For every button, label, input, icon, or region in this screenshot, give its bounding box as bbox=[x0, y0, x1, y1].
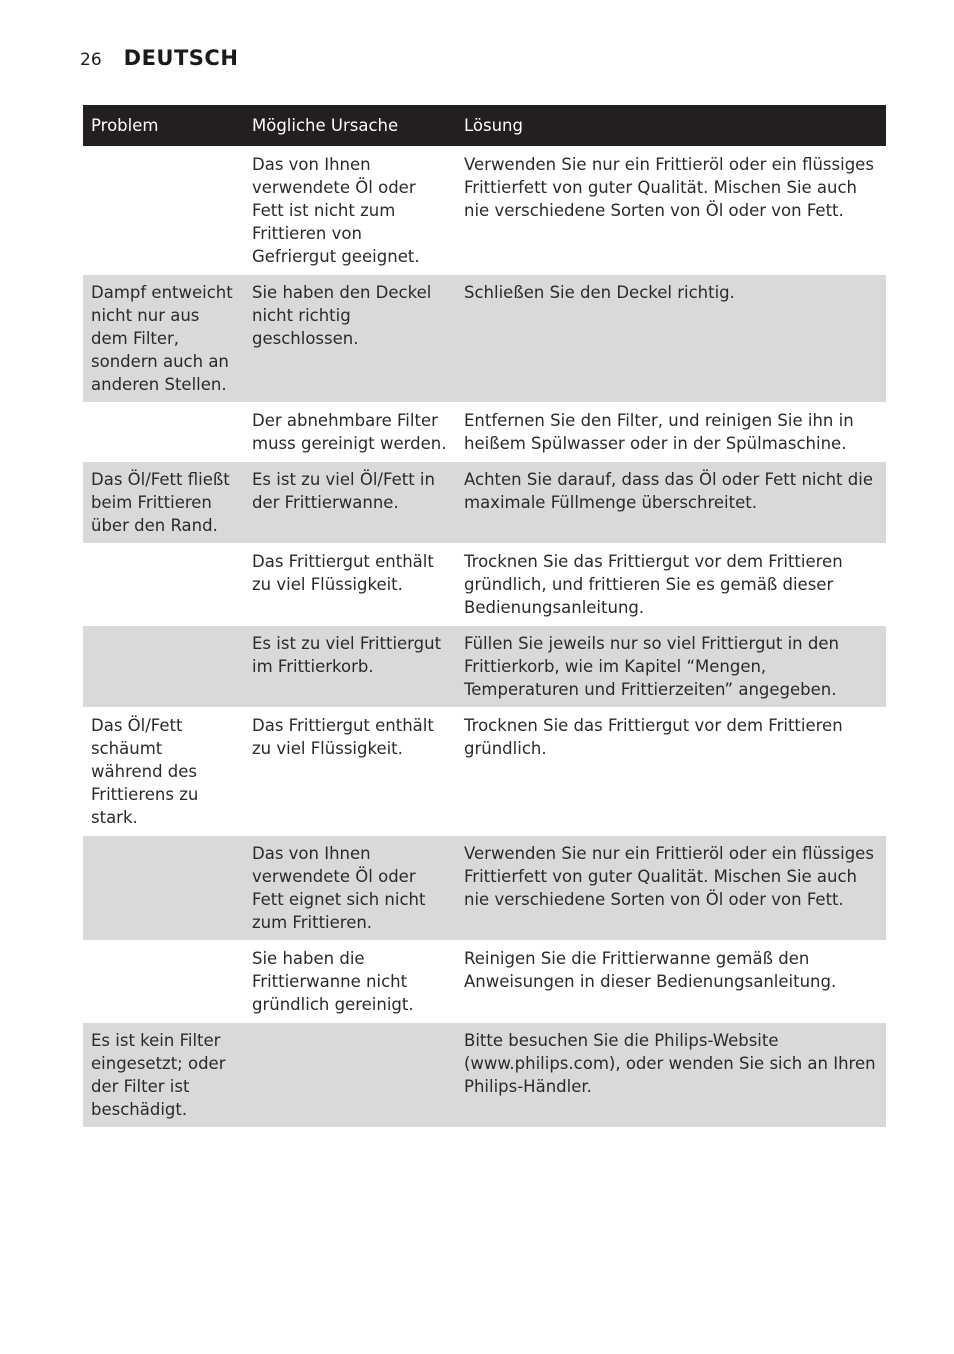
column-header-cause: Mögliche Ursache bbox=[244, 105, 456, 147]
solution-cell: Achten Sie darauf, dass das Öl oder Fett nicht die maximale Füllmenge überschreitet. bbox=[456, 462, 886, 544]
table-row bbox=[83, 626, 886, 708]
column-header-solution: Lösung bbox=[456, 105, 886, 147]
column-header-problem: Problem bbox=[83, 105, 244, 147]
solution-cell: Verwenden Sie nur ein Frittieröl oder ein flüssiges Frittierfett von guter Qualität. Mischen Sie auch nie verschiedene Sorten von Öl oder von Fett. bbox=[464, 155, 874, 220]
solution-cell: Füllen Sie jeweils nur so viel Frittiergut in den Frittierkorb, wie im Kapitel “Mengen, Temperaturen und Frittierzeiten” angegeben. bbox=[456, 626, 886, 708]
cause-cell bbox=[244, 1023, 456, 1128]
problem-cell bbox=[83, 626, 244, 708]
problem-cell: Das Öl/Fett schäumt während des Frittierens zu stark. bbox=[91, 716, 199, 827]
troubleshooting-table bbox=[83, 105, 886, 1127]
problem-cell: Es ist kein Filter eingesetzt; oder der Filter ist beschädigt. bbox=[83, 1023, 244, 1128]
problem-cell bbox=[83, 836, 244, 941]
problem-cell bbox=[83, 147, 244, 275]
table-row bbox=[83, 1023, 886, 1128]
cause-cell: Das Frittiergut enthält zu viel Flüssigkeit. bbox=[252, 716, 434, 758]
solution-cell: Trocknen Sie das Frittiergut vor dem Frittieren gründlich. bbox=[464, 716, 843, 758]
table-row bbox=[83, 275, 886, 403]
table-row bbox=[83, 941, 886, 1023]
cause-cell: Es ist zu viel Frittiergut im Frittierkorb. bbox=[244, 626, 456, 708]
cause-cell: Sie haben die Frittierwanne nicht gründlich gereinigt. bbox=[252, 949, 414, 1014]
table-row bbox=[83, 462, 886, 544]
page-header bbox=[80, 46, 238, 70]
problem-cell: Dampf entweicht nicht nur aus dem Filter, sondern auch an anderen Stellen. bbox=[83, 275, 244, 403]
table-header bbox=[83, 105, 886, 147]
cause-cell: Das von Ihnen verwendete Öl oder Fett eignet sich nicht zum Frittieren. bbox=[244, 836, 456, 941]
problem-cell: Das Öl/Fett fließt beim Frittieren über den Rand. bbox=[83, 462, 244, 544]
solution-cell: Schließen Sie den Deckel richtig. bbox=[456, 275, 886, 403]
solution-cell: Reinigen Sie die Frittierwanne gemäß den Anweisungen in dieser Bedienungsanleitung. bbox=[464, 949, 837, 991]
cause-cell: Sie haben den Deckel nicht richtig geschlossen. bbox=[244, 275, 456, 403]
table-row bbox=[83, 544, 886, 626]
table-row bbox=[83, 147, 886, 275]
problem-cell bbox=[83, 403, 244, 462]
cause-cell: Das von Ihnen verwendete Öl oder Fett ist nicht zum Frittieren von Gefriergut geeignet. bbox=[252, 155, 420, 266]
table-row bbox=[83, 836, 886, 941]
table-row bbox=[83, 708, 886, 836]
solution-cell: Bitte besuchen Sie die Philips-Website (www.philips.com), oder wenden Sie sich an Ihren Philips-Händler. bbox=[456, 1023, 886, 1128]
problem-cell bbox=[83, 941, 244, 1023]
cause-cell: Der abnehmbare Filter muss gereinigt werden. bbox=[252, 411, 447, 453]
solution-cell: Trocknen Sie das Frittiergut vor dem Frittieren gründlich, und frittieren Sie es gemäß dieser Bedienungsanleitung. bbox=[464, 552, 843, 617]
solution-cell: Verwenden Sie nur ein Frittieröl oder ein flüssiges Frittierfett von guter Qualität. Mischen Sie auch nie verschiedene Sorten von Öl oder von Fett. bbox=[456, 836, 886, 941]
solution-cell: Entfernen Sie den Filter, und reinigen Sie ihn in heißem Spülwasser oder in der Spülmaschine. bbox=[464, 411, 854, 453]
problem-cell bbox=[83, 544, 244, 626]
table-row bbox=[83, 403, 886, 462]
page-number: 26 bbox=[80, 50, 102, 70]
cause-cell: Das Frittiergut enthält zu viel Flüssigkeit. bbox=[252, 552, 434, 594]
cause-cell: Es ist zu viel Öl/Fett in der Frittierwanne. bbox=[244, 462, 456, 544]
section-language-title: DEUTSCH bbox=[123, 46, 239, 70]
